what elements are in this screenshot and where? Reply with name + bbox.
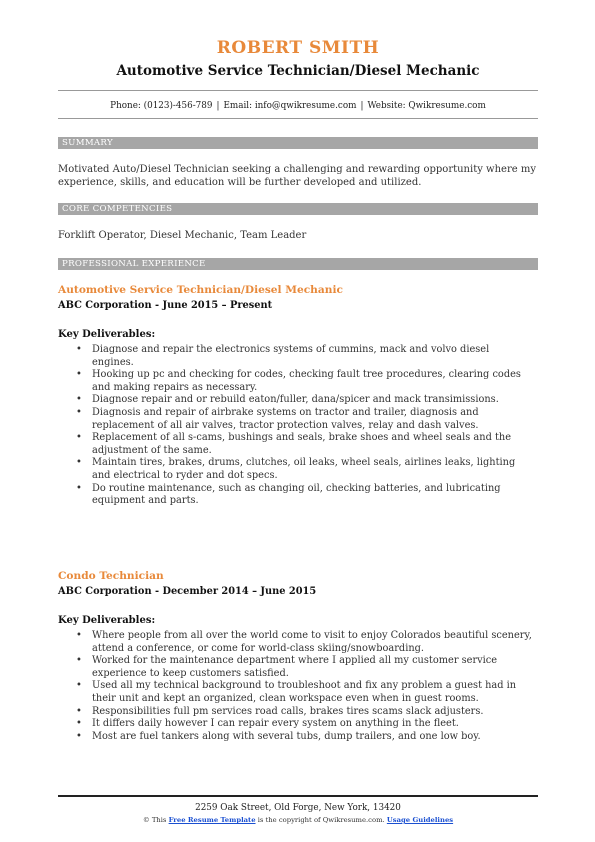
contact-phone: Phone: (0123)-456-789 xyxy=(110,101,213,111)
list-item: • Diagnose repair and or rebuild eaton/fuller, dana/spicer and mack transimissions. xyxy=(76,394,499,406)
list-item: • Hooking up pc and checking for codes, checking fault tree procedures, clearing codes and making repairs as necessary. xyxy=(76,369,521,393)
candidate-name: ROBERT SMITH xyxy=(216,38,380,58)
bullet-icon: • xyxy=(76,432,82,444)
job-company-dates: ABC Corporation - December 2014 – June 2015 xyxy=(58,586,317,597)
bullet-icon: • xyxy=(76,394,82,406)
contact-email: Email: info@qwikresume.com xyxy=(223,101,357,111)
job-company-dates: ABC Corporation - June 2015 – Present xyxy=(58,300,273,311)
contact-separator: | xyxy=(360,101,364,111)
list-item: • Diagnosis and repair of airbrake systems on tractor and trailer, diagnosis and replacement of all air valves, tractor protection valves, relay and dash valves. xyxy=(76,406,479,431)
bullet-icon: • xyxy=(76,705,82,717)
bullet-icon: • xyxy=(76,655,82,667)
list-item: • Worked for the maintenance department where I applied all my customer service experience to keep customers satisfied. xyxy=(76,655,498,679)
experience-heading: PROFESSIONAL EXPERIENCE xyxy=(58,258,538,270)
list-item: • Where people from all over the world come to visit to enjoy Colorados beautiful scenery, attend a conference, or come for world-class skiing/snowboarding. xyxy=(76,630,532,654)
header-divider-top xyxy=(58,90,538,91)
summary-text: Motivated Auto/Diesel Technician seeking a challenging and rewarding opportunity where my experience, skills, and education will be further developed and utilized. xyxy=(58,164,536,189)
list-item: • Most are fuel tankers along with several tubs, dump trailers, and one low boy. xyxy=(76,730,481,742)
deliverables-label: Key Deliverables: xyxy=(58,615,156,626)
bullet-icon: • xyxy=(76,457,82,469)
bullet-icon: • xyxy=(76,369,82,381)
contact-line xyxy=(58,101,538,111)
job-title: Automotive Service Technician/Diesel Mechanic xyxy=(58,284,343,296)
bullet-icon: • xyxy=(76,718,82,730)
summary-heading: SUMMARY xyxy=(58,137,538,149)
bullet-icon: • xyxy=(76,482,82,494)
list-item: • Replacement of all s-cams, bushings and seals, brake shoes and wheel seals and the adjustment of the same. xyxy=(76,432,512,456)
job-bullet-list xyxy=(58,630,534,743)
contact-separator: | xyxy=(216,101,220,111)
header-divider-bottom xyxy=(58,118,538,119)
list-item: • Diagnose and repair the electronics systems of cummins, mack and volvo diesel engines. xyxy=(76,344,490,368)
footer-copyright xyxy=(58,816,538,824)
bullet-icon: • xyxy=(76,406,82,418)
free-resume-template-link[interactable]: Free Resume Template xyxy=(168,816,256,824)
candidate-title: Automotive Service Technician/Diesel Mechanic xyxy=(116,63,480,79)
list-item: • Maintain tires, brakes, drums, clutches, oil leaks, wheel seals, airlines leaks, lighting and electrical to ryder and dot specs. xyxy=(76,457,516,481)
usage-guidelines-link[interactable]: Usage Guidelines xyxy=(386,816,454,824)
list-item: • Used all my technical background to troubleshoot and fix any problem a guest had in their unit and kept an organized, clean workspace even when in guest rooms. xyxy=(76,680,517,704)
bullet-icon: • xyxy=(76,344,82,355)
list-item: • Responsibilities full pm services road calls, brakes tires scams slack adjusters. xyxy=(76,705,484,717)
list-item: • It differs daily however I can repair every system on anything in the fleet. xyxy=(76,718,459,730)
list-item: • Do routine maintenance, such as changing oil, checking batteries, and lubricating equipment and parts. xyxy=(76,482,501,507)
copyright-prefix: © This xyxy=(142,816,167,824)
bullet-icon: • xyxy=(76,730,82,742)
copyright-middle: is the copyright of Qwikresume.com. xyxy=(257,816,385,824)
job-title: Condo Technician xyxy=(58,570,164,582)
job-bullet-list xyxy=(58,344,534,508)
contact-website: Website: Qwikresume.com xyxy=(367,101,486,111)
competencies-heading: CORE COMPETENCIES xyxy=(58,203,538,215)
deliverables-label: Key Deliverables: xyxy=(58,329,156,340)
bullet-icon: • xyxy=(76,680,82,692)
bullet-icon: • xyxy=(76,630,82,641)
footer-divider xyxy=(58,795,538,797)
footer-address: 2259 Oak Street, Old Forge, New York, 13420 xyxy=(195,803,401,813)
competencies-text: Forklift Operator, Diesel Mechanic, Team Leader xyxy=(58,230,307,241)
